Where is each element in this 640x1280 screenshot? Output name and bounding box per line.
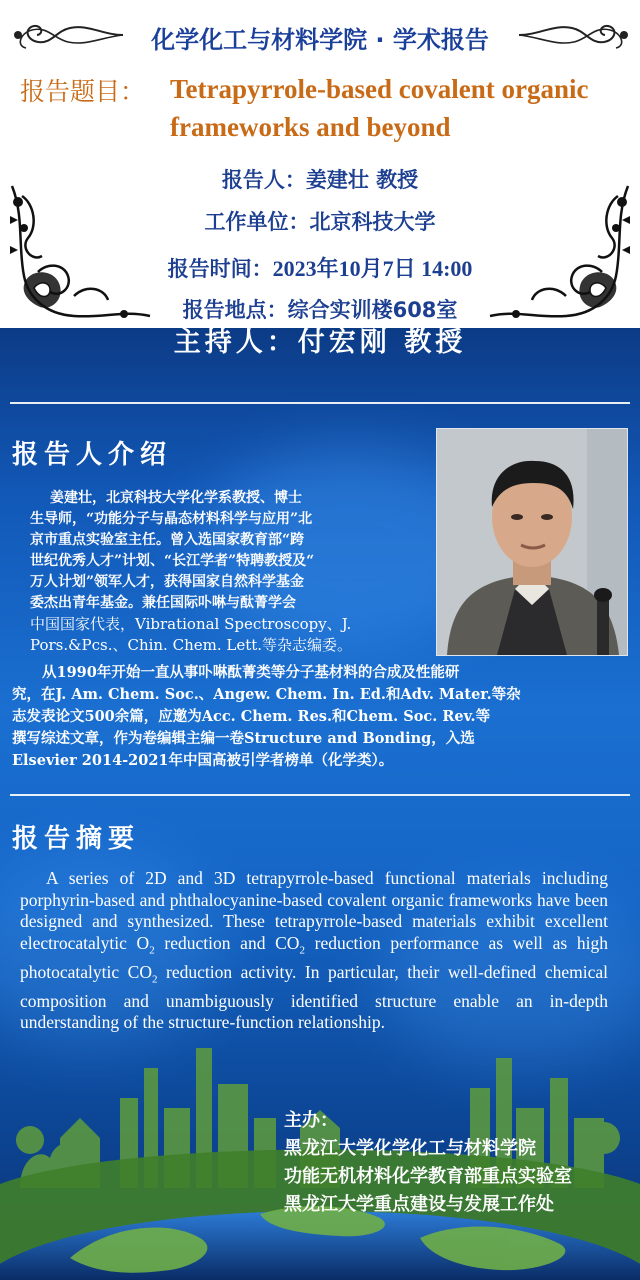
subscript: 2 [299,944,305,956]
bio-line: 京市重点实验室主任。曾入选国家教育部“跨 [30,532,305,548]
bio-line: Pors.&Pcs.、Chin. Chem. Lett.等杂志编委。 [30,636,353,654]
location-label: 报告地点： [182,298,288,322]
bio-section-title: 报告人介绍 [12,440,173,470]
header-panel [0,0,640,328]
host-line: 主持人：付宏刚 教授 [173,327,467,358]
bio-line: 究，在J. Am. Chem. Soc.、Angew. Chem. In. Ed.和Adv. Mater.等杂 [12,686,521,703]
bio-paragraph-1 [30,488,430,656]
bio-line: 万人计划”领军人才，获得国家自然科学基金 [30,574,305,590]
abstract-section-title: 报告摘要 [12,824,141,854]
bio-line: 生导师，“功能分子与晶态材料科学与应用”北 [30,511,313,527]
time-label: 报告时间： [167,257,273,281]
affiliation-value: 北京科技大学 [309,210,436,234]
divider-line [10,402,630,404]
abstract-part: A series of 2D and 3D tetrapyrrole-based functional materials including porphyrin-based and phthalocyanine-based covalent organic frameworks have been designed and synthesized. These tetrapyrrole-based materials exhibit excellent electrocatalytic O [20,868,608,953]
abstract-text [20,868,608,1034]
left-corner-ornament [4,176,154,326]
organizer-item: 黑龙江大学重点建设与发展工作处 [284,1194,554,1215]
header-title: 化学化工与材料学院 · 学术报告 [151,26,489,54]
speaker-photo [436,428,628,656]
organizer-item: 黑龙江大学化学化工与材料学院 [284,1138,536,1159]
bio-line: 委杰出青年基金。兼任国际卟啉与酞菁学会 [30,595,296,611]
organizer-label: 主办： [284,1110,338,1131]
abstract-part: reduction activity. In particular, their well-defined chemical composition and unambiguously identified structure enable an in-depth understanding of the structure-function relationship. [20,961,608,1032]
bio-line: 志发表论文500余篇，应邀为Acc. Chem. Res.和Chem. Soc. Rev.等 [12,708,491,725]
divider-line [10,794,630,796]
location-value: 综合实训楼608室 [287,298,458,322]
bio-line: 从1990年开始一直从事卟啉酞菁类等分子基材料的合成及性能研 [42,664,460,681]
subscript: 2 [151,973,158,985]
bio-line: 姜建壮，北京科技大学化学系教授、博士 [50,490,302,506]
subscript: 2 [149,944,155,956]
topic-label: 报告题目： [20,77,146,106]
speaker-value: 姜建壮 教授 [305,168,419,192]
bio-line: 撰写综述文章，作为卷编辑主编一卷Structure and Bonding，入选 [12,730,475,747]
bio-line: Elsevier 2014-2021年中国高被引学者榜单（化学类）。 [12,752,394,769]
bio-line: 中国国家代表，Vibrational Spectroscopy、J. [30,615,352,633]
topic-title: Tetrapyrrole-based covalent organic frameworks and beyond [170,74,589,142]
bio-line: 世纪优秀人才”计划、“长江学者”特聘教授及“ [30,553,315,569]
time-value: 2023年10月7日 14:00 [272,256,473,281]
abstract-part: reduction and CO [154,932,300,953]
affiliation-label: 工作单位： [204,210,310,234]
bio-paragraph-2 [12,662,630,772]
abstract-part: reduction performance as well as high photocatalytic CO [20,932,608,982]
organizer-item: 功能无机材料化学教育部重点实验室 [284,1166,572,1187]
right-corner-ornament [486,176,636,326]
speaker-label: 报告人： [221,168,306,192]
